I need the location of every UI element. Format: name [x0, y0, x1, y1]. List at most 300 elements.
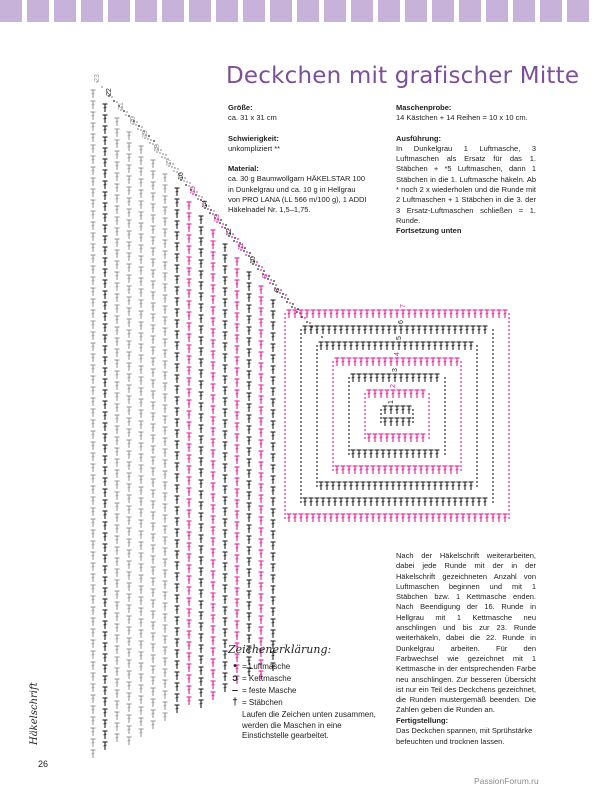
stitch-mark [116, 374, 119, 375]
legend-label: = Kettmasche [242, 673, 292, 683]
stitch-mark [152, 581, 155, 582]
stitch-mark [446, 485, 449, 486]
stitch-mark [152, 504, 155, 505]
stitch-mark [410, 437, 413, 438]
stitch-mark [360, 361, 363, 362]
stitch-mark [309, 322, 311, 324]
stitch-mark [396, 409, 399, 410]
stitch-mark [364, 433, 366, 435]
stitch-mark [164, 694, 167, 695]
stitch-mark [200, 670, 203, 671]
stitch-mark [412, 409, 414, 411]
stitch-mark [300, 393, 302, 395]
stitch-mark [200, 340, 203, 341]
stitch-mark [388, 453, 391, 454]
stitch-mark [248, 451, 251, 452]
stitch-mark [198, 195, 200, 197]
round-label: 8 [274, 288, 281, 292]
stitch-mark [104, 195, 107, 196]
stitch-mark [104, 118, 107, 119]
stitch-mark [316, 329, 319, 330]
stitch-mark [284, 509, 286, 511]
stitch-mark [224, 588, 227, 589]
stitch-mark [372, 361, 375, 362]
stitch-mark [224, 258, 227, 259]
stitch-mark [173, 170, 175, 172]
stitch-mark [460, 361, 462, 363]
stitch-mark [358, 329, 361, 330]
stitch-mark [284, 357, 286, 359]
stitch-mark [460, 429, 462, 431]
stitch-mark [104, 393, 107, 394]
stitch-mark [434, 345, 437, 346]
stitch-mark [508, 509, 510, 511]
stitch-mark [236, 503, 239, 504]
stitch-mark [508, 365, 510, 367]
stitch-mark [92, 148, 95, 149]
stitch-mark [492, 341, 494, 343]
stitch-mark [176, 477, 179, 478]
stitch-mark [236, 459, 239, 460]
stitch-mark [164, 496, 167, 497]
stitch-mark [104, 668, 107, 669]
stitch-mark [92, 643, 95, 644]
stitch-mark [236, 547, 239, 548]
stitch-mark [300, 489, 302, 491]
stitch-mark [188, 612, 191, 613]
stitch-mark [336, 517, 339, 518]
stitch-mark [164, 265, 167, 266]
stitch-mark [492, 497, 494, 499]
stitch-mark [508, 325, 510, 327]
stitch-mark [200, 505, 203, 506]
stitch-mark [284, 445, 286, 447]
stitch-mark [92, 401, 95, 402]
stitch-mark [92, 577, 95, 578]
stitch-mark [116, 242, 119, 243]
stitch-mark [176, 213, 179, 214]
stitch-mark [316, 433, 318, 435]
stitch-mark [364, 425, 366, 427]
stitch-mark [436, 501, 439, 502]
stitch-mark [476, 417, 478, 419]
stitch-mark [104, 624, 107, 625]
stitch-mark [354, 361, 357, 362]
stitch-mark [424, 377, 427, 378]
stitch-mark [128, 311, 131, 312]
single-crochet-icon: ‒ [232, 684, 238, 696]
stitch-mark [176, 631, 179, 632]
stitch-mark [140, 424, 143, 425]
stitch-mark [316, 413, 318, 415]
legend-label: = Stäbchen [242, 697, 283, 707]
stitch-mark [140, 149, 143, 150]
stitch-mark [260, 443, 263, 444]
stitch-mark [508, 493, 510, 495]
stitch-mark [416, 393, 419, 394]
stitch-mark [104, 558, 107, 559]
legend-item [228, 660, 378, 672]
stitch-mark [200, 439, 203, 440]
stitch-mark [284, 333, 286, 335]
stitch-mark [248, 275, 251, 276]
stitch-mark [476, 377, 478, 379]
stitch-mark [332, 429, 334, 431]
stitch-mark [176, 290, 179, 291]
stitch-mark [140, 699, 143, 700]
stitch-mark [224, 269, 227, 270]
stitch-mark [272, 435, 275, 436]
stitch-mark [224, 533, 227, 534]
stitch-mark [342, 517, 345, 518]
stitch-mark [492, 485, 494, 487]
stitch-mark [476, 421, 478, 423]
size-label: Größe: [228, 103, 253, 112]
stitch-mark [364, 453, 367, 454]
stitch-mark [316, 461, 318, 463]
stitch-mark [284, 457, 286, 459]
stitch-mark [116, 231, 119, 232]
stitch-mark [284, 449, 286, 451]
stitch-mark [444, 437, 446, 439]
stitch-mark [284, 325, 286, 327]
stitch-mark [177, 168, 179, 170]
stitch-mark [260, 608, 263, 609]
stitch-mark [476, 425, 478, 427]
stitch-mark [480, 313, 483, 314]
stitch-mark [332, 457, 334, 459]
stitch-mark [212, 343, 215, 344]
stitch-mark [316, 449, 318, 451]
stitch-mark [492, 493, 494, 495]
stitch-mark [164, 683, 167, 684]
stitch-mark [460, 385, 462, 387]
stitch-mark [128, 168, 131, 169]
stitch-mark [128, 212, 131, 213]
stitch-mark [128, 135, 131, 136]
stitch-mark [140, 523, 143, 524]
stitch-mark [390, 409, 393, 410]
stitch-mark [508, 469, 510, 471]
stitch-mark [284, 413, 286, 415]
stitch-mark [104, 382, 107, 383]
stitch-mark [312, 313, 315, 314]
stitch-mark [152, 185, 155, 186]
stitch-mark [176, 543, 179, 544]
stitch-mark [224, 357, 227, 358]
stitch-mark [140, 303, 143, 304]
stitch-mark [200, 241, 203, 242]
stitch-mark [332, 381, 334, 383]
stitch-mark [406, 501, 409, 502]
stitch-mark [164, 430, 167, 431]
stitch-mark [140, 435, 143, 436]
stitch-mark [402, 421, 405, 422]
stitch-mark [272, 633, 275, 634]
stitch-mark [272, 402, 275, 403]
stitch-mark [370, 377, 373, 378]
stitch-mark [236, 602, 239, 603]
stitch-mark [248, 616, 251, 617]
stitch-mark [164, 529, 167, 530]
stitch-mark [140, 721, 143, 722]
stitch-mark [300, 397, 302, 399]
stitch-mark [128, 630, 131, 631]
stitch-mark [104, 228, 107, 229]
stitch-mark [306, 313, 309, 314]
stitch-mark [128, 597, 131, 598]
stitch-mark [332, 369, 334, 371]
stitch-mark [316, 481, 318, 483]
stitch-mark [104, 327, 107, 328]
stitch-mark [402, 409, 405, 410]
stitch-mark [508, 353, 510, 355]
legend [228, 643, 378, 742]
stitch-mark [92, 720, 95, 721]
stitch-mark [149, 142, 151, 144]
stitch-mark [176, 466, 179, 467]
stitch-mark [152, 295, 155, 296]
stitch-mark [492, 401, 494, 403]
stitch-mark [248, 495, 251, 496]
stitch-mark [492, 313, 495, 314]
stitch-mark [476, 441, 478, 443]
stitch-mark [396, 517, 399, 518]
stitch-mark [140, 479, 143, 480]
stitch-mark [188, 414, 191, 415]
round-label: 19 [142, 130, 149, 138]
continued-note: Fortsetzung unten [396, 226, 462, 236]
stitch-mark [260, 421, 263, 422]
stitch-mark [272, 358, 275, 359]
stitch-mark [128, 707, 131, 708]
stitch-mark [508, 453, 510, 455]
stitch-mark [260, 355, 263, 356]
stitch-mark [508, 349, 510, 351]
stitch-mark [376, 329, 379, 330]
stitch-mark [116, 253, 119, 254]
stitch-mark [386, 345, 389, 346]
stitch-mark [422, 437, 425, 438]
stitch-mark [492, 501, 494, 503]
stitch-mark [116, 528, 119, 529]
stitch-mark [476, 405, 478, 407]
stitch-mark [224, 280, 227, 281]
stitch-mark [326, 345, 329, 346]
stitch-mark [492, 461, 494, 463]
stitch-mark [236, 261, 239, 262]
stitch-mark [116, 165, 119, 166]
material-label: Material: [228, 164, 259, 174]
stitch-mark [476, 381, 478, 383]
stitch-mark [164, 661, 167, 662]
stitch-mark [358, 377, 361, 378]
stitch-mark [430, 453, 433, 454]
stitch-mark [332, 453, 334, 455]
stitch-mark [444, 429, 446, 431]
stitch-mark [188, 326, 191, 327]
stitch-mark [261, 266, 263, 268]
stitch-mark [444, 401, 446, 403]
stitch-mark [318, 517, 321, 518]
stitch-mark [336, 469, 339, 470]
stitch-mark [300, 429, 302, 431]
stitch-mark [342, 313, 345, 314]
stitch-mark [116, 143, 119, 144]
stitch-mark [508, 501, 510, 503]
stitch-mark [116, 341, 119, 342]
stitch-mark [224, 500, 227, 501]
stitch-mark [348, 417, 350, 419]
stitch-mark [316, 357, 318, 359]
stitch-mark [116, 187, 119, 188]
stitch-mark [470, 345, 473, 346]
stitch-mark [200, 395, 203, 396]
stitch-mark [284, 513, 286, 515]
stitch-mark [300, 401, 302, 403]
stitch-mark [176, 653, 179, 654]
stitch-mark [200, 626, 203, 627]
stitch-mark [248, 319, 251, 320]
stitch-mark [92, 115, 95, 116]
stitch-mark [348, 393, 350, 395]
stitch-mark [300, 337, 302, 339]
stitch-mark [472, 329, 475, 330]
stitch-mark [104, 239, 107, 240]
stitch-mark [152, 240, 155, 241]
stitch-mark [380, 417, 382, 419]
stitch-mark [176, 389, 179, 390]
stitch-mark [310, 329, 313, 330]
stitch-mark [284, 313, 286, 315]
stitch-mark [432, 517, 435, 518]
stitch-mark [92, 709, 95, 710]
stitch-mark [258, 265, 260, 267]
stitch-mark [153, 140, 155, 142]
stitch-mark [104, 305, 107, 306]
stitch-mark [176, 400, 179, 401]
stitch-mark [348, 385, 350, 387]
stitch-mark [200, 582, 203, 583]
stitch-mark [284, 349, 286, 351]
stitch-mark [508, 385, 510, 387]
stitch-mark [92, 203, 95, 204]
stitch-mark [296, 311, 298, 313]
stitch-mark [128, 685, 131, 686]
stitch-mark [164, 419, 167, 420]
stitch-mark [348, 401, 350, 403]
stitch-mark [212, 552, 215, 553]
round-label: 18 [154, 144, 161, 152]
stitch-mark [104, 437, 107, 438]
stitch-mark [508, 381, 510, 383]
stitch-mark [236, 558, 239, 559]
stitch-mark [364, 405, 366, 407]
stitch-mark [332, 485, 335, 486]
stitch-mark [284, 473, 286, 475]
stitch-mark [444, 409, 446, 411]
stitch-mark [92, 258, 95, 259]
stitch-mark [460, 417, 462, 419]
stitch-mark [92, 236, 95, 237]
stitch-mark [212, 376, 215, 377]
stitch-mark [128, 256, 131, 257]
stitch-mark [508, 513, 510, 515]
stitch-mark [224, 434, 227, 435]
stitch-mark [398, 437, 401, 438]
stitch-mark [346, 501, 349, 502]
stitch-mark [260, 377, 263, 378]
stitch-mark [438, 469, 441, 470]
stitch-mark [128, 553, 131, 554]
stitch-mark [408, 313, 411, 314]
stitch-mark [428, 397, 430, 399]
stitch-mark [176, 279, 179, 280]
stitch-mark [128, 421, 131, 422]
stitch-mark [152, 559, 155, 560]
stitch-mark [92, 93, 95, 94]
stitch-mark [140, 336, 143, 337]
stitch-mark [128, 476, 131, 477]
stitch-mark [260, 542, 263, 543]
stitch-mark [128, 289, 131, 290]
stitch-mark [248, 396, 251, 397]
stitch-mark [336, 361, 339, 362]
stitch-mark [444, 441, 446, 443]
stitch-mark [508, 369, 510, 371]
stitch-mark [212, 563, 215, 564]
stitch-mark [200, 307, 203, 308]
stitch-mark [188, 315, 191, 316]
stitch-mark [212, 233, 215, 234]
stitch-mark [376, 501, 379, 502]
stitch-mark [92, 225, 95, 226]
stitch-mark [460, 369, 462, 371]
stitch-mark [128, 652, 131, 653]
stitch-mark [444, 413, 446, 415]
stitch-mark [284, 489, 286, 491]
stitch-mark [152, 691, 155, 692]
stitch-mark [152, 592, 155, 593]
stitch-mark [316, 389, 318, 391]
stitch-mark [92, 368, 95, 369]
stitch-mark [332, 441, 334, 443]
stitch-mark [116, 704, 119, 705]
stitch-mark [260, 509, 263, 510]
stitch-mark [474, 517, 477, 518]
stitch-mark [508, 345, 510, 347]
stitch-mark [152, 251, 155, 252]
stitch-mark [101, 86, 103, 88]
stitch-mark [164, 188, 167, 189]
stitch-mark [284, 385, 286, 387]
stitch-mark [284, 497, 286, 499]
stitch-mark [164, 331, 167, 332]
stitch-mark [299, 312, 301, 314]
stitch-mark [176, 224, 179, 225]
stitch-mark [188, 535, 191, 536]
stitch-mark [186, 181, 188, 183]
stitch-mark [237, 238, 239, 240]
stitch-mark [92, 379, 95, 380]
stitch-mark [164, 386, 167, 387]
stitch-mark [422, 485, 425, 486]
stitch-mark [212, 519, 215, 520]
stitch-mark [476, 457, 478, 459]
stitch-mark [422, 393, 425, 394]
stitch-mark [212, 387, 215, 388]
stitch-mark [316, 417, 318, 419]
